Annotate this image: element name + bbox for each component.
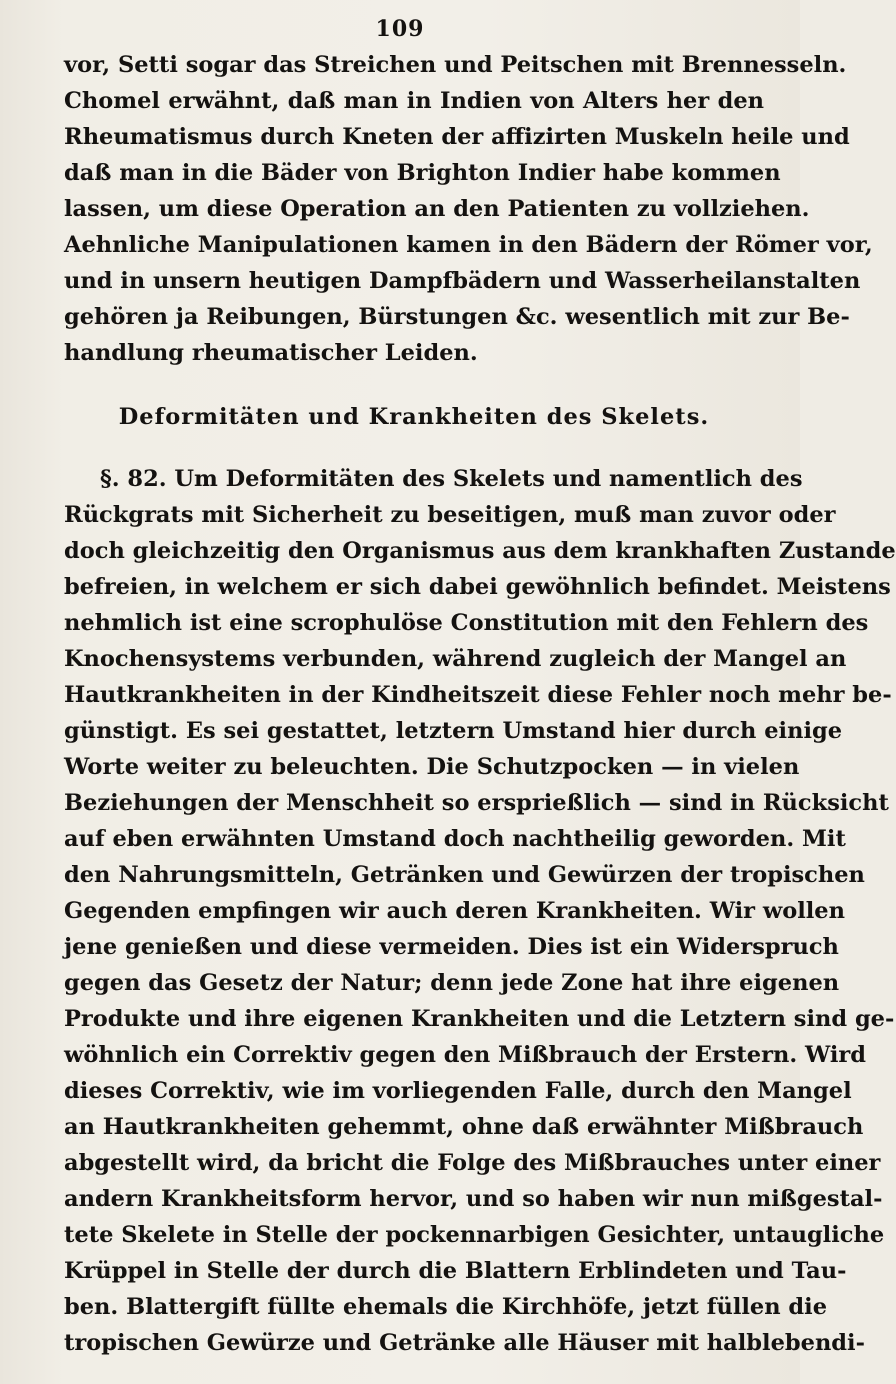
text-line: lassen, um diese Operation an den Patienten zu vollziehen.	[64, 196, 810, 222]
text-line: Knochensystems verbunden, während zugleich der Mangel an	[64, 646, 847, 672]
text-line: befreien, in welchem er sich dabei gewöhnlich befindet. Meistens	[64, 574, 891, 600]
text-line: nehmlich ist eine scrophulöse Constitution mit den Fehlern des	[64, 610, 869, 636]
text-line: jene genießen und diese vermeiden. Dies ist ein Widerspruch	[64, 934, 839, 960]
text-line: tete Skelete in Stelle der pockennarbigen Gesichter, untaugliche	[64, 1222, 885, 1248]
text-line: Hautkrankheiten in der Kindheitszeit diese Fehler noch mehr be-	[64, 682, 892, 708]
text-line: §. 82. Um Deformitäten des Skelets und namentlich des	[100, 466, 803, 492]
text-line: ben. Blattergift füllte ehemals die Kirchhöfe, jetzt füllen die	[64, 1294, 828, 1320]
text-line: gegen das Gesetz der Natur; denn jede Zone hat ihre eigenen	[64, 970, 840, 996]
text-line: wöhnlich ein Correktiv gegen den Mißbrauch der Erstern. Wird	[64, 1042, 867, 1068]
text-line: Aehnliche Manipulationen kamen in den Bädern der Römer vor,	[64, 232, 873, 258]
text-line: vor, Setti sogar das Streichen und Peitschen mit Brennesseln.	[64, 52, 847, 78]
text-line: Worte weiter zu beleuchten. Die Schutzpocken — in vielen	[64, 754, 800, 780]
section-heading: Deformitäten und Krankheiten des Skelets.	[118, 404, 710, 430]
text-line: Rückgrats mit Sicherheit zu beseitigen, muß man zuvor oder	[64, 502, 836, 528]
text-line: Produkte und ihre eigenen Krankheiten und die Letztern sind ge-	[64, 1006, 895, 1032]
text-line: dieses Correktiv, wie im vorliegenden Falle, durch den Mangel	[64, 1078, 852, 1104]
text-line: an Hautkrankheiten gehemmt, ohne daß erwähnter Mißbrauch	[64, 1114, 864, 1140]
text-line: handlung rheumatischer Leiden.	[64, 340, 478, 366]
text-line: Krüppel in Stelle der durch die Blattern Erblindeten und Tau-	[64, 1258, 847, 1284]
text-line: den Nahrungsmitteln, Getränken und Gewürzen der tropischen	[64, 862, 865, 888]
text-line: Beziehungen der Menschheit so ersprießlich — sind in Rücksicht	[64, 790, 889, 816]
text-line: gehören ja Reibungen, Bürstungen &c. wesentlich mit zur Be-	[64, 304, 850, 330]
text-line: und in unsern heutigen Dampfbädern und Wasserheilanstalten	[64, 268, 861, 294]
text-line: abgestellt wird, da bricht die Folge des Mißbrauches unter einer	[64, 1150, 881, 1176]
text-line: auf eben erwähnten Umstand doch nachtheilig geworden. Mit	[64, 826, 846, 852]
text-line: tropischen Gewürze und Getränke alle Häuser mit halblebendi-	[64, 1330, 865, 1356]
page-number: 109	[375, 16, 425, 42]
text-line: Rheumatismus durch Kneten der affizirten Muskeln heile und	[64, 124, 850, 150]
text-line: daß man in die Bäder von Brighton Indier habe kommen	[64, 160, 781, 186]
text-line: andern Krankheitsform hervor, und so haben wir nun mißgestal-	[64, 1186, 883, 1212]
text-line: doch gleichzeitig den Organismus aus dem krankhaften Zustande	[64, 538, 896, 564]
text-line: Chomel erwähnt, daß man in Indien von Alters her den	[64, 88, 764, 114]
text-line: Gegenden empfingen wir auch deren Krankheiten. Wir wollen	[64, 898, 845, 924]
text-line: günstigt. Es sei gestattet, letztern Umstand hier durch einige	[64, 718, 843, 744]
